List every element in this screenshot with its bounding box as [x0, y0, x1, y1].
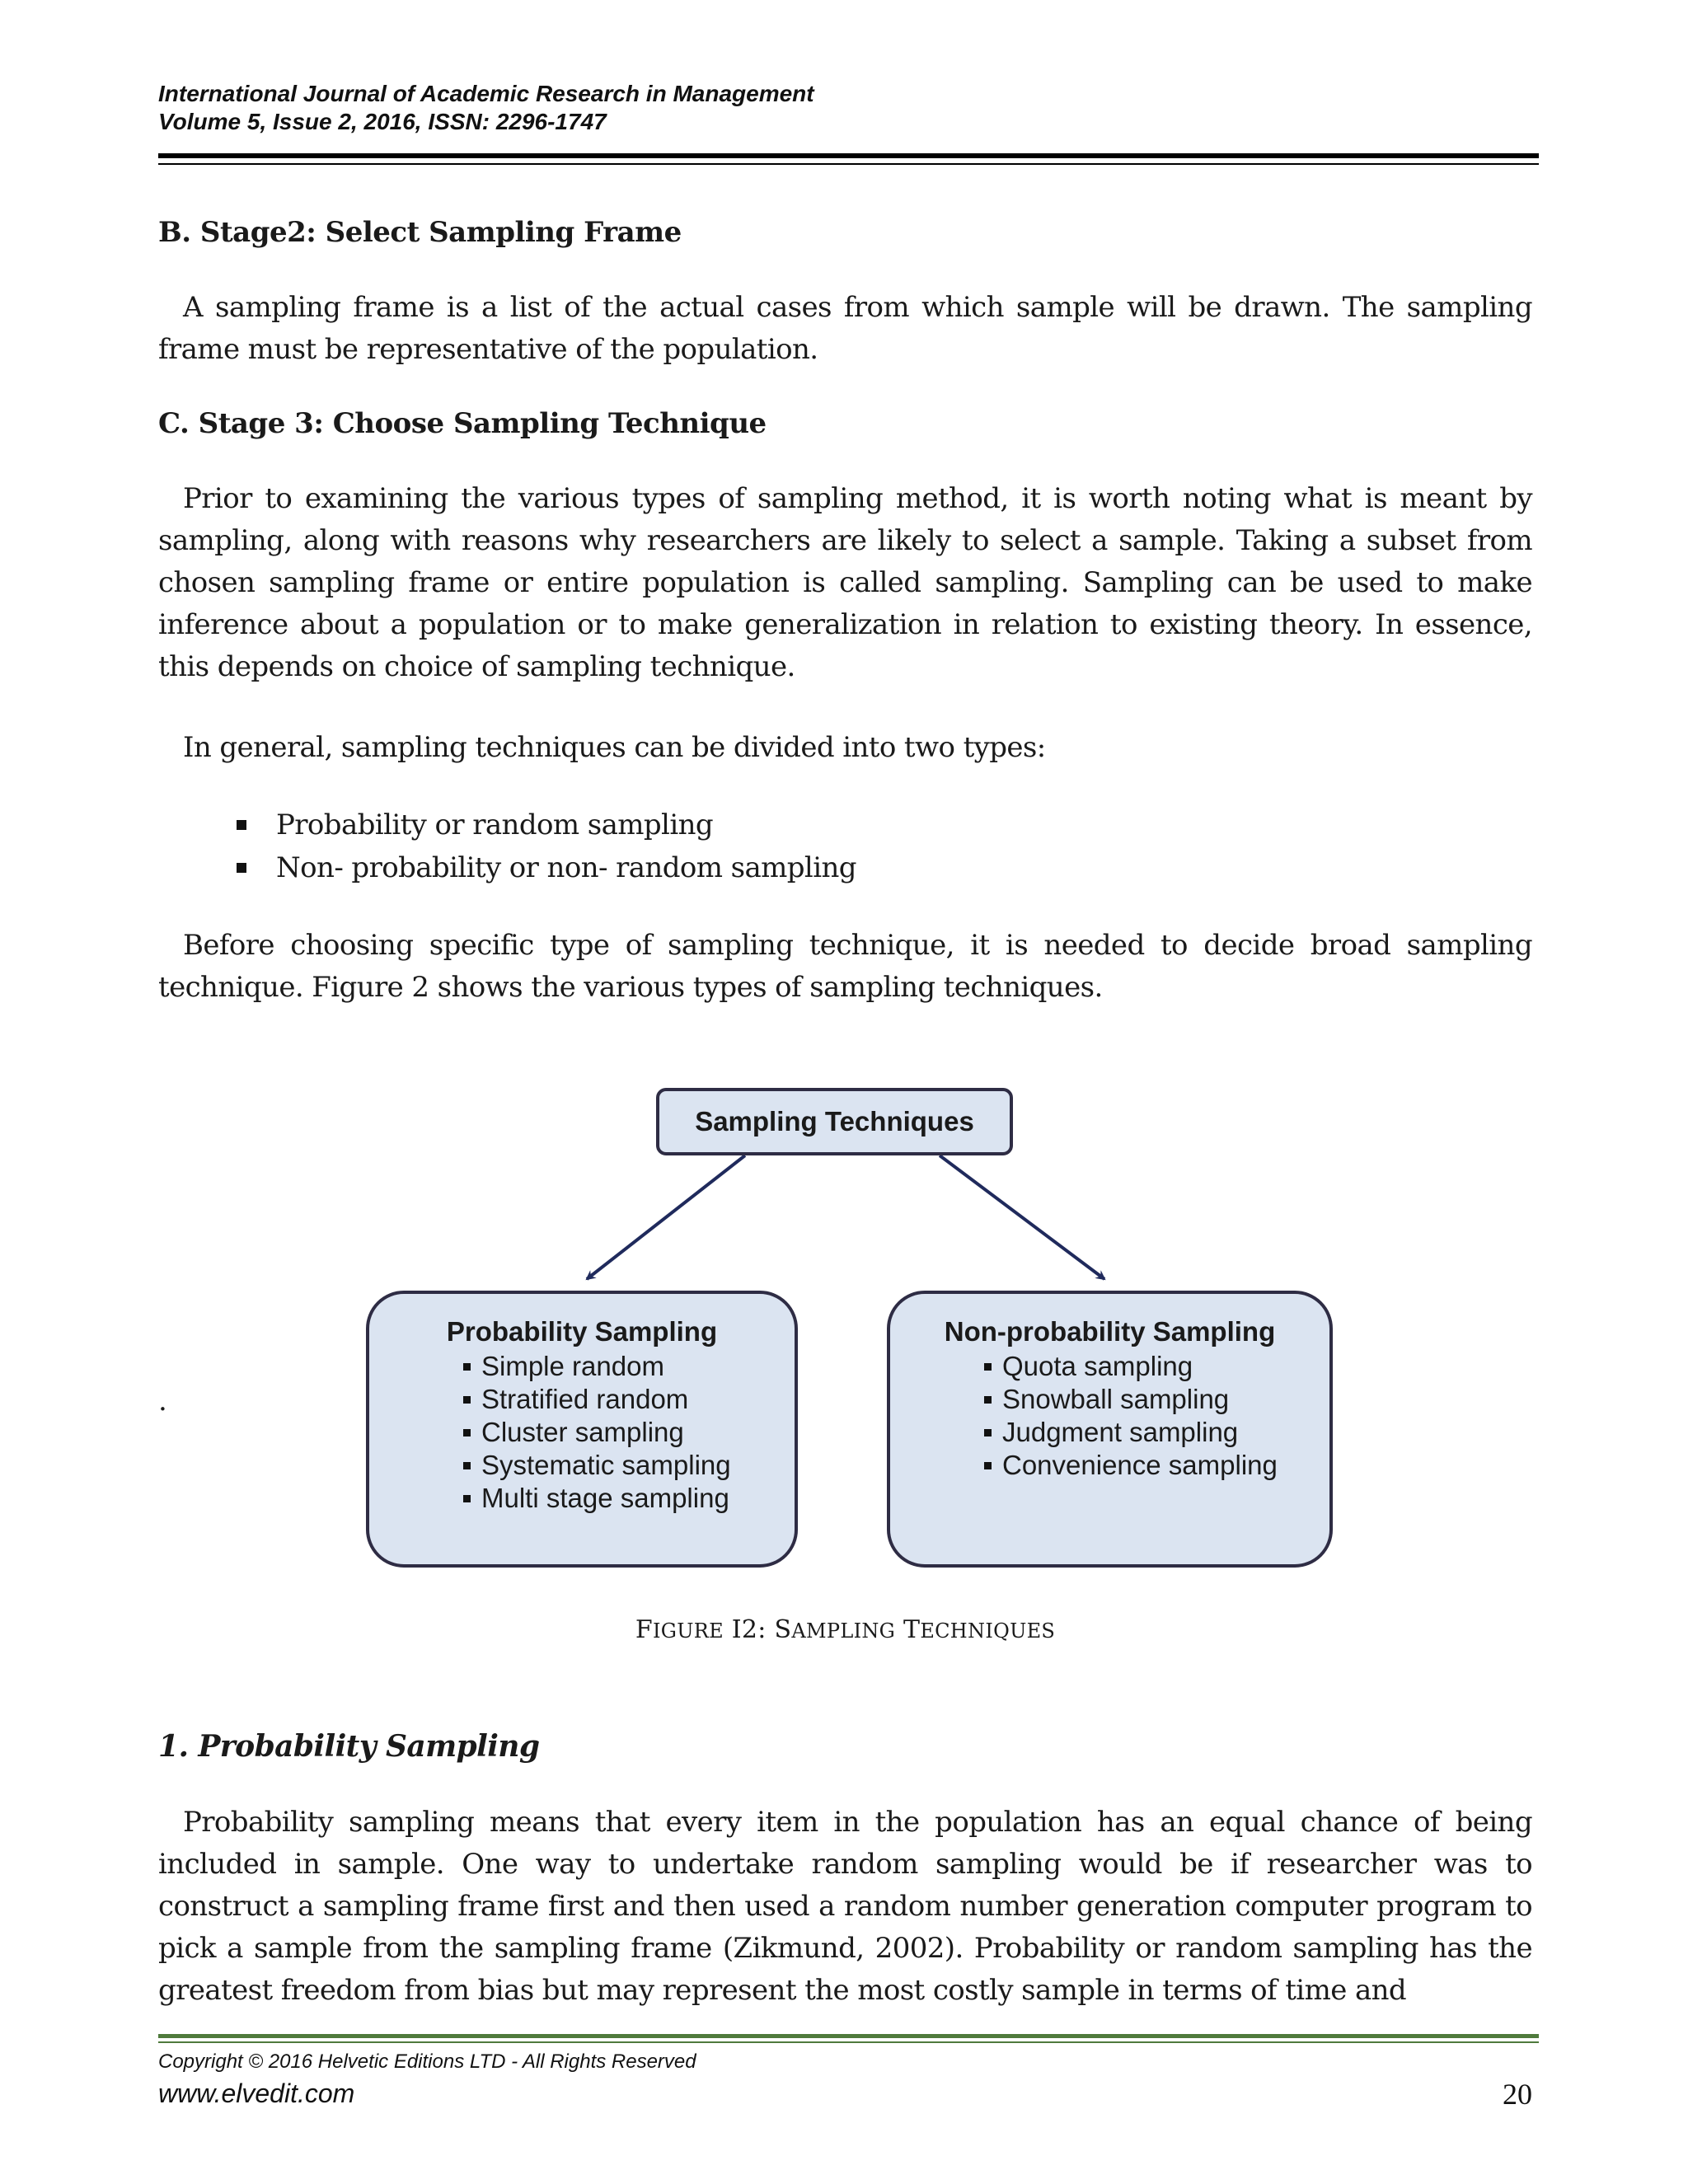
section-c-paragraph-2: In general, sampling techniques can be divided into two types: — [183, 731, 1046, 764]
non-probability-node-title: Non-probability Sampling — [944, 1316, 1276, 1347]
caption-part: I2: — [723, 1615, 775, 1644]
list-item: Cluster sampling — [463, 1416, 795, 1449]
list-item: Systematic sampling — [463, 1449, 795, 1482]
sampling-techniques-diagram — [158, 1080, 1532, 1591]
caption-part: S — [774, 1615, 792, 1644]
probability-node — [366, 1291, 798, 1568]
probability-items — [463, 1350, 795, 1515]
caption-part: T — [895, 1615, 921, 1644]
section-b-paragraph: A sampling frame is a list of the actual cases from which sample will be drawn. The sampling frame must be representative of the population. — [158, 291, 1532, 366]
caption-part: F — [635, 1615, 653, 1644]
list-item: Stratified random — [463, 1383, 795, 1416]
probability-sampling-heading: 1. Probability Sampling — [158, 1729, 540, 1764]
caption-part: AMPLING — [791, 1619, 896, 1643]
page-number: 20 — [1503, 2078, 1532, 2111]
section-b-heading: B. Stage2: Select Sampling Frame — [158, 216, 682, 249]
list-item: Judgment sampling — [984, 1416, 1329, 1449]
list-item: Simple random — [463, 1350, 795, 1383]
list-item: Quota sampling — [984, 1350, 1329, 1383]
volume-line: Volume 5, Issue 2, 2016, ISSN: 2296-1747 — [158, 109, 607, 134]
non-probability-items — [984, 1350, 1329, 1482]
section-c-paragraph-1: Prior to examining the various types of sampling method, it is worth noting what is meant by sampling, along with reasons why researchers are likely to select a sample. Taking a subset from chosen sampling frame or entire population is called sampling. Sampling can be used to make inference about a population or to make generalization in relation to existing theory. In essence, this depends on choice of sampling technique. — [158, 482, 1532, 683]
header-rule-thick — [158, 153, 1539, 158]
probability-node-title: Probability Sampling — [446, 1316, 718, 1347]
footer-rule-thick — [158, 2034, 1539, 2038]
list-item: Snowball sampling — [984, 1383, 1329, 1416]
sampling-types-list — [237, 804, 856, 889]
journal-title: International Journal of Academic Research in Management — [158, 81, 814, 106]
arrow-left — [587, 1155, 745, 1279]
list-item: Convenience sampling — [984, 1449, 1329, 1482]
stray-dot: . — [158, 1385, 167, 1418]
section-c-heading: C. Stage 3: Choose Sampling Technique — [158, 407, 767, 440]
header-rule-thin — [158, 163, 1539, 165]
probability-sampling-paragraph: Probability sampling means that every item in the population has an equal chance of being included in sample. One way to undertake random sampling would be if researcher was to construct a sampling frame first and then used a random number generation computer program to pick a sample from the sampling frame (Zikmund, 2002). Probability or random sampling has the greatest freedom from bias but may represent the most costly sample in terms of time and — [158, 1806, 1532, 2007]
non-probability-node — [887, 1291, 1333, 1568]
root-node: Sampling Techniques — [656, 1088, 1013, 1155]
list-item: Non- probability or non- random sampling — [237, 846, 856, 889]
caption-part: ECHNIQUES — [920, 1619, 1056, 1643]
section-c-paragraph-3: Before choosing specific type of sampling technique, it is needed to decide broad sampling technique. Figure 2 shows the various types of sampling techniques. — [158, 929, 1532, 1004]
figure-caption — [158, 1615, 1532, 1644]
list-item: Multi stage sampling — [463, 1482, 795, 1515]
copyright-notice: Copyright © 2016 Helvetic Editions LTD - All Rights Reserved — [158, 2050, 696, 2073]
arrow-right — [940, 1155, 1104, 1279]
website-link[interactable]: www.elvedit.com — [158, 2079, 355, 2108]
footer-rule-thin — [158, 2041, 1539, 2043]
caption-part: IGURE — [652, 1619, 724, 1643]
journal-page — [158, 0, 1532, 2184]
list-item: Probability or random sampling — [237, 804, 856, 846]
